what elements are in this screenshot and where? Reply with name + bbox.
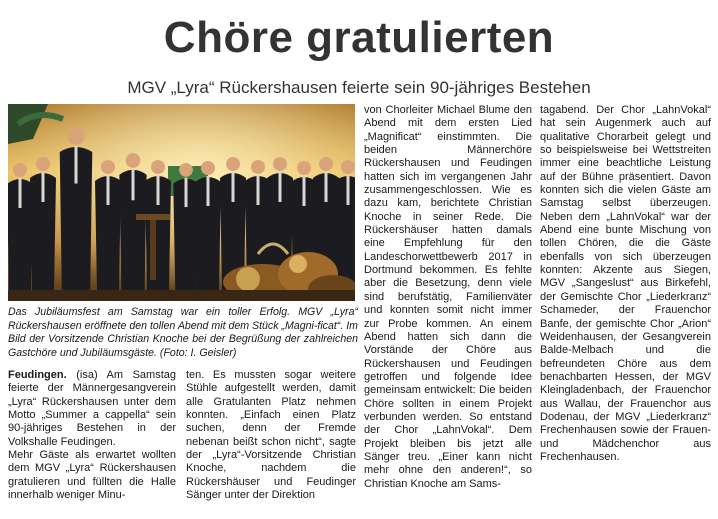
column-2-text: ten. Es mussten sogar weitere Stühle aufgestellt werden, damit alle Gratulanten Platz nehmen konnten. „Einfach einen Platz suchen, denn der Fremde nebenan beißt schon nicht“, sagte der „Lyra“-Vorsitzende Christian Knoche, nachdem die Rückershäuser und Feudinger Sänger unter der Direktion <box>186 369 356 502</box>
singer-head <box>273 157 287 171</box>
singer-head <box>251 160 265 174</box>
singer-head <box>319 157 333 171</box>
article-column-2 <box>186 369 356 502</box>
singer-shirt <box>75 146 78 184</box>
singer-head <box>13 163 27 177</box>
singer-head <box>126 153 141 168</box>
article-column-4 <box>540 104 711 464</box>
singer-shirt <box>157 175 160 205</box>
singer-head <box>226 157 240 171</box>
dateline: Feudingen. <box>8 369 67 381</box>
photo-caption: Das Jubiläumsfest am Samstag war ein toller Erfolg. MGV „Lyra“ Rückershausen eröffnete den tollen Abend mit dem Stück „Magni-ficat“. Im Bild der Vorsitzende Christian Knoche bei der Begrüßung der zahlreichen Gastchöre und Jubiläumsgäste. (Foto: I. Geisler) <box>8 306 358 359</box>
singer-shirt <box>279 172 282 202</box>
singer-shirt <box>132 169 135 201</box>
singer-shirt <box>19 178 22 208</box>
singer-shirt <box>185 178 188 207</box>
subheadline: MGV „Lyra“ Rückershausen feierte sein 90-jähriges Bestehen <box>127 78 591 97</box>
singer-shirt <box>325 172 328 202</box>
singer-head <box>201 161 215 175</box>
singer-head <box>151 160 165 174</box>
column-1-paragraph-1: (isa) Am Samstag feierte der Männergesangverein „Lyra“ Rückershausen unter dem Motto „Summer a cappella“ sein 90-jähriges Bestehen in der Volkshalle Feudingen. <box>8 369 176 448</box>
singer-body <box>335 176 355 290</box>
singer-head <box>341 160 355 174</box>
singer-head <box>297 161 311 175</box>
singer-shirt <box>207 176 210 206</box>
singer-head <box>67 127 85 145</box>
column-4-text: tagabend. Der Chor „LahnVokal“ hat sein Augenmerk auch auf qualitative Chorarbeit gelegt und so beispielsweise bei Wettstreiten immer eine beachtliche Leistung auf der Bühne präsentiert. Davon konnten sich die vielen Gäste am Samstag selbst überzeugen. Neben dem „LahnVokal“ war der Abend eine bunte Mischung von tollen Chören, die die Gäste ebenfalls von sich überzeugen konnten: Akzente aus Siegen, MGV „Sangeslust“ aus Birkefehl, der Gemischte Chor „Liederkranz“ Schameder, der Frauenchor Banfe, der gemischte Chor „Arion“ Weidenhausen, der Gesangverein Balde-Melbach und die befreundeten Chöre aus dem benachbarten Hessen, der MGV Kleingladenbach, der Frauenchor aus Wallau, der Frauenchor aus Dodenau, der MGV „Liederkranz“ Frechenhausen sowie der Frauen- und Mädchenchor aus Frechenhausen. <box>540 104 711 463</box>
column-1-paragraph-2: Mehr Gäste als erwartet wollten dem MGV „Lyra“ Rückershausen gratulieren und füllten die Halle innerhalb weniger Minu- <box>8 449 176 502</box>
column-3-text: von Chorleiter Michael Blume den Abend mit dem ersten Lied „Magnificat“ einstimmten. Die beiden Männerchöre Rückershausen und Feudingen hatten sich im vergangenen Jahr zusammengeschlossen. Wie es dazu kam, berichtete Christian Knoche in seiner Rede. Die Rückershäuser hatten damals eine Empfehlung für den Landeschorwettbewerb 2017 in Dortmund bekommen. Es fehlte aber die Besetzung, denn viele sind berufstätig, Familienväter und konnten somit nicht immer zur Probe kommen. An einem Abend hatten sich dann die Vorstände der Chöre aus Rückershausen und Feudingen getroffen und folgende Idee gemeinsam entwickelt: Die beiden Chöre sollten in einem Projekt verbunden werden. So entstand der Chor „LahnVokal“. Dem Projekt bleiben bis jetzt alle Sänger treu. „Einer kann nicht mehr ohne den anderen!“, so Christian Knoche am Sams- <box>364 104 532 490</box>
choir-photo-illustration <box>8 104 355 301</box>
singer-shirt <box>303 176 306 206</box>
article-column-1 <box>8 369 176 502</box>
singer-head <box>36 157 50 171</box>
choir-photo <box>8 104 355 301</box>
headline: Chöre gratulierten <box>163 13 555 62</box>
singer-shirt <box>107 175 110 205</box>
article-column-3 <box>364 104 532 491</box>
singer-head <box>179 163 193 177</box>
singer-shirt <box>232 172 235 202</box>
singer-head <box>101 160 115 174</box>
singer-shirt <box>257 175 260 205</box>
singer-shirt <box>347 175 350 205</box>
singer-shirt <box>42 172 45 202</box>
